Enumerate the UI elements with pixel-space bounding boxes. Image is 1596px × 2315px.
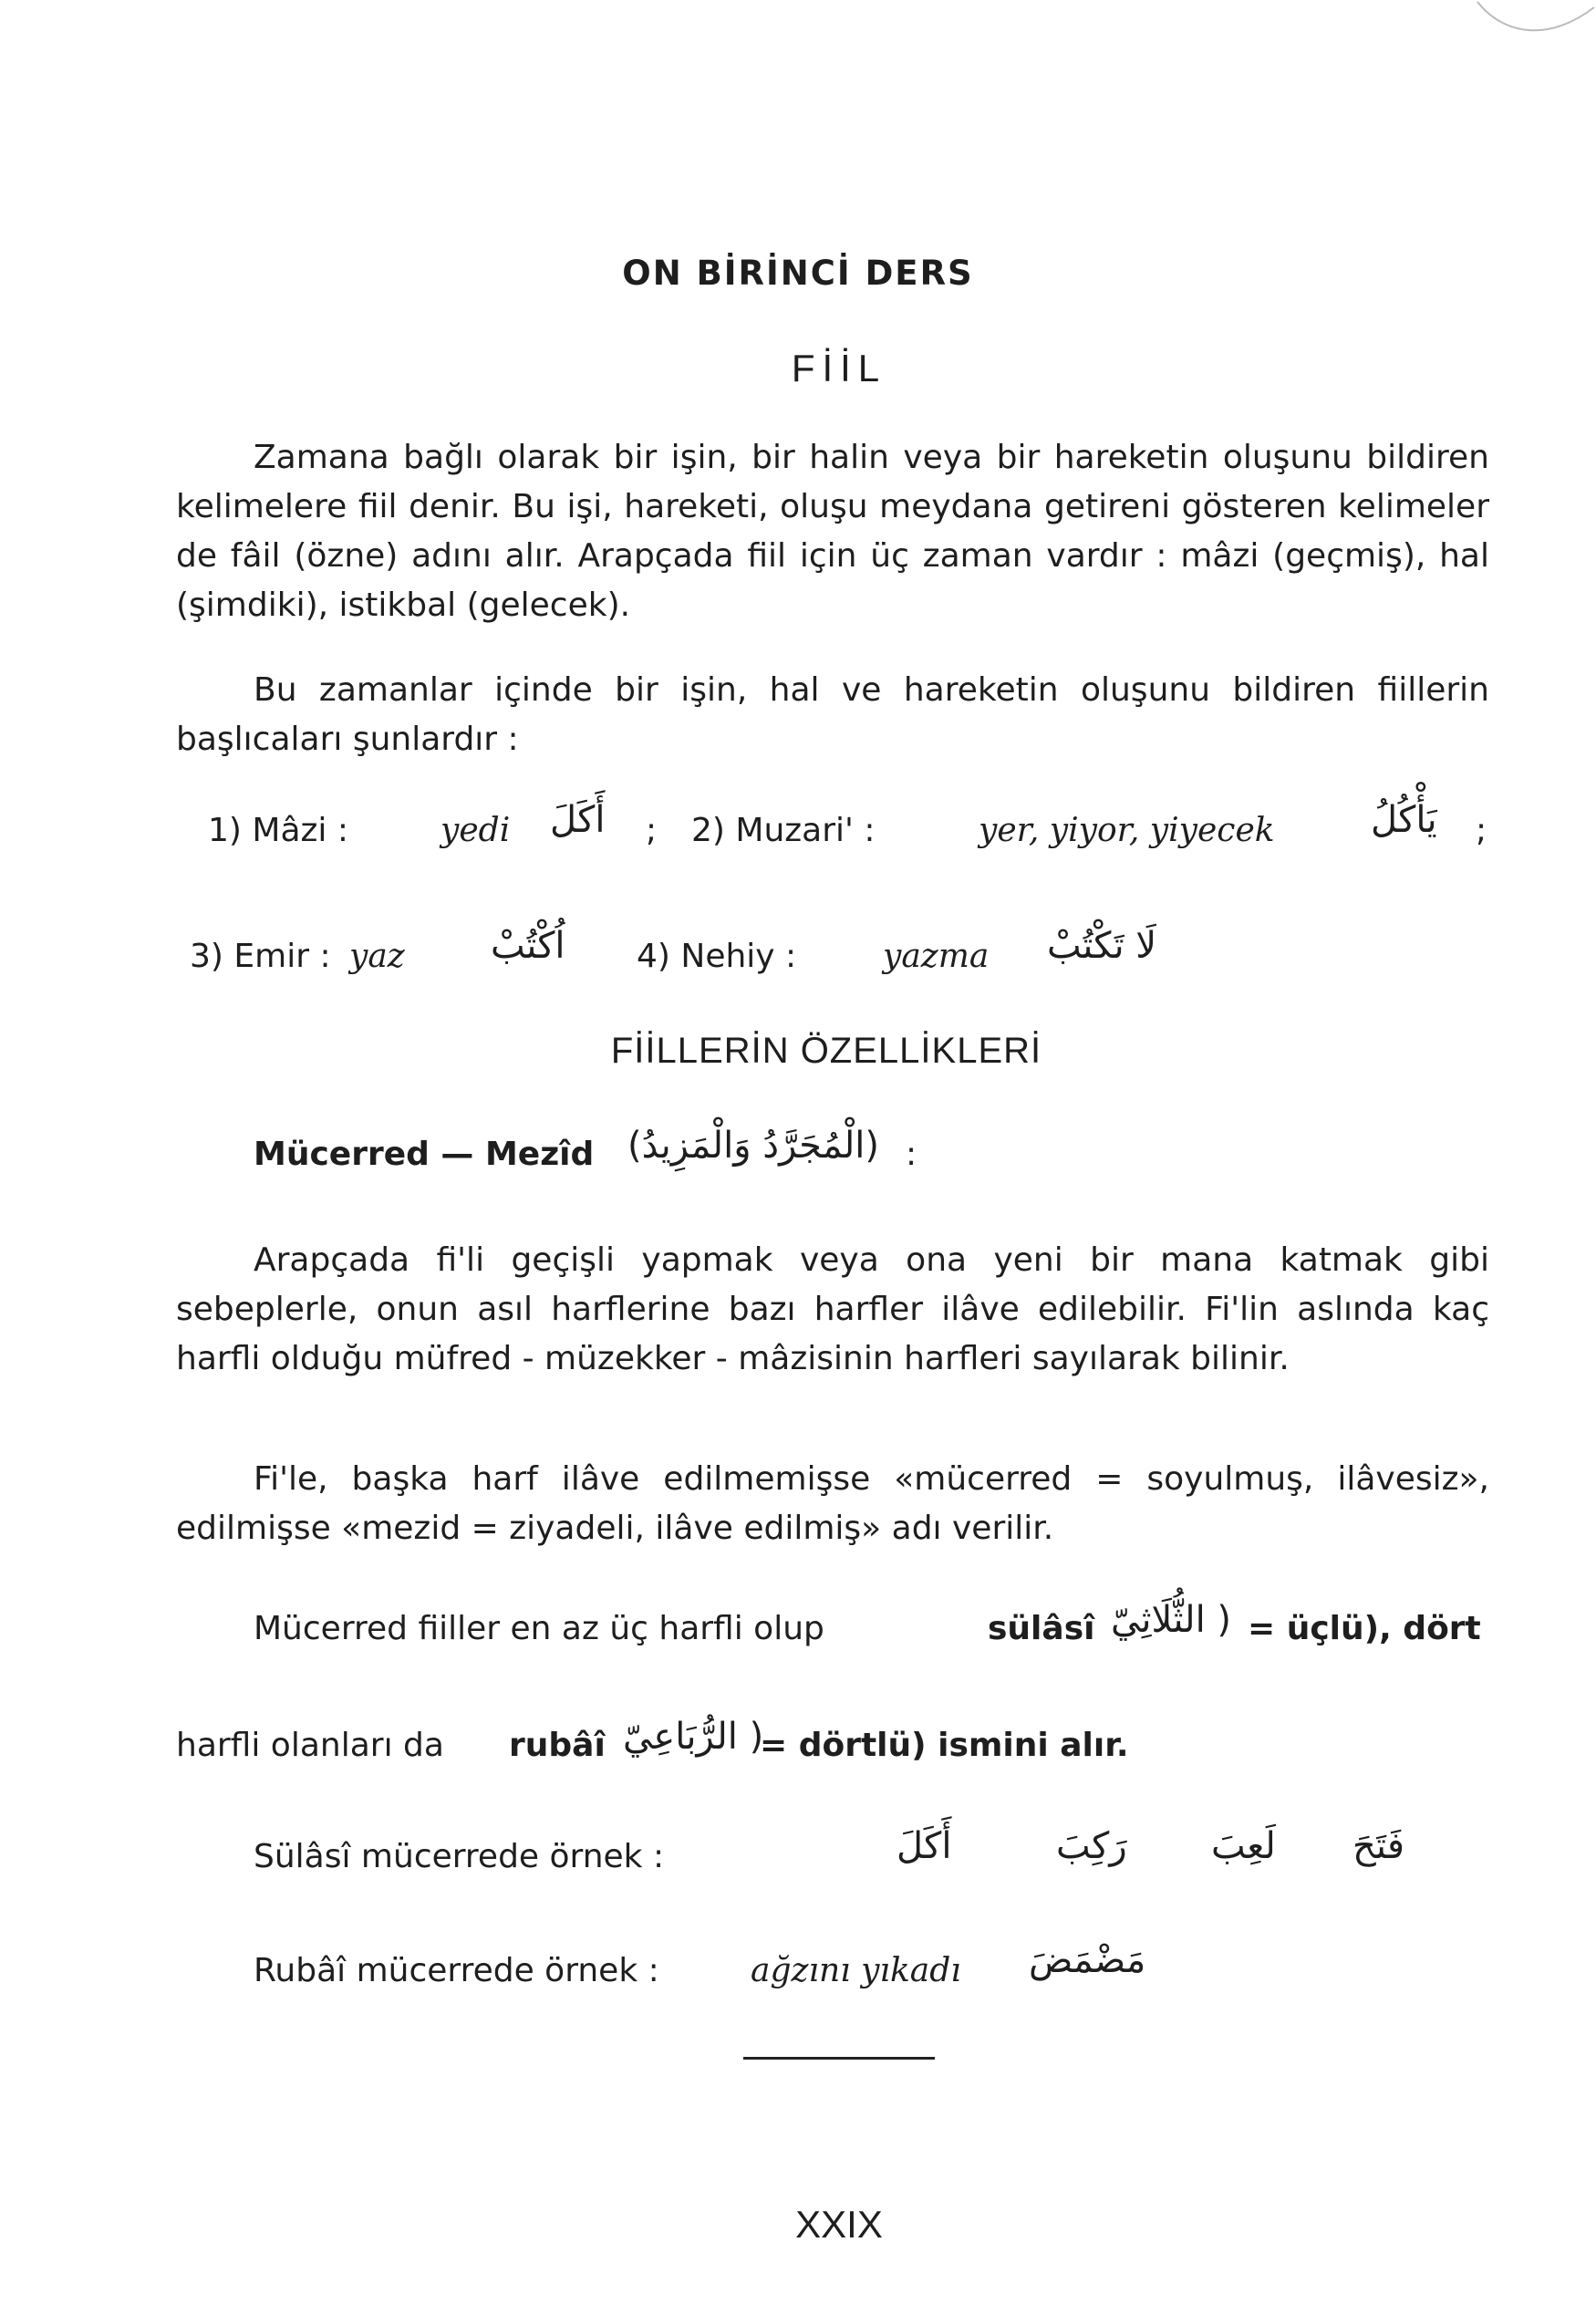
subsection-colon: :: [906, 1136, 917, 1173]
rubai-line: [176, 1716, 1489, 1781]
sulasi-example-word: فَتَحَ: [1352, 1825, 1405, 1867]
separator: ;: [646, 812, 658, 849]
tense-row-1: [176, 799, 1489, 867]
paragraph-4: Fi'le, başka harf ilâve edilmemişse «mücerred = soyulmuş, ilâvesiz», edilmişse «mezid = ziyadeli, ilâve edilmiş» adı verilir.: [176, 1460, 1489, 1547]
rubai-term: rubâî: [509, 1727, 606, 1764]
emir-arabic: اُكْتُبْ: [491, 925, 565, 967]
intro-paragraph-2: Bu zamanlar içinde bir işin, hal ve hareketin oluşunu bildiren fiillerin başlıcaları şunlardır :: [176, 671, 1489, 758]
chapter-title: FİİL: [791, 347, 887, 389]
muzari-arabic: يَأْكُلُ: [1371, 799, 1437, 841]
sulasi-text: Mücerred fiiller en az üç harfli olup: [254, 1610, 824, 1647]
sulasi-arabic: ( الثُّلَاثِيّ: [1111, 1599, 1232, 1641]
muzari-label: 2) Muzari' :: [691, 812, 876, 849]
sulasi-meaning: = üçlü), dört: [1248, 1610, 1481, 1647]
sulasi-line: [176, 1599, 1489, 1665]
page-corner-mark: [1468, 0, 1596, 55]
sulasi-example-label: Sülâsî mücerrede örnek :: [254, 1838, 665, 1875]
rubai-example-meaning: ağzını yıkadı: [751, 1952, 961, 1989]
page-number: XXIX: [795, 2203, 883, 2246]
intro-paragraph-1: Zamana bağlı olarak bir işin, bir halin veya bir hareketin oluşunu bildiren kelimelere fiil denir. Bu işi, hareketi, oluşu meydana getireni gösteren kelimeler de fâil (özne) adını alır. Arapçada fiil için üç zaman vardır : mâzi (geçmiş), hal (şimdiki), istikbal (gelecek).: [176, 439, 1489, 624]
sulasi-example-word: أَكَلَ: [896, 1825, 952, 1867]
section-heading: FİİLLERİN ÖZELLİKLERİ: [610, 1031, 1042, 1071]
emir-meaning: yaz: [349, 938, 405, 975]
mazi-meaning: yedi: [440, 812, 511, 849]
subsection-arabic: (الْمُجَرَّدُ وَالْمَزِيدُ): [627, 1125, 879, 1167]
mazi-label: 1) Mâzi :: [208, 812, 348, 849]
sulasi-example-word: رَكِبَ: [1056, 1825, 1127, 1867]
rubai-text: harfli olanları da: [176, 1727, 444, 1764]
tense-row-2: [176, 925, 1489, 992]
rubai-meaning: = dörtlü) ismini alır.: [760, 1727, 1129, 1764]
rubai-example-label: Rubâî mücerrede örnek :: [254, 1952, 659, 1989]
subsection-label: Mücerred — Mezîd: [254, 1136, 595, 1173]
emir-label: 3) Emir :: [190, 938, 331, 975]
subsection-heading: [176, 1125, 1489, 1190]
sulasi-term: sülâsî: [988, 1610, 1095, 1647]
sulasi-example-word: لَعِبَ: [1211, 1825, 1276, 1867]
muzari-meaning: yer, yiyor, yiyecek: [979, 812, 1275, 849]
lesson-heading: ON BİRİNCİ DERS: [622, 254, 974, 293]
nehiy-arabic: لَا تَكْتُبْ: [1047, 925, 1157, 967]
rubai-example-arabic: مَضْمَضَ: [1029, 1939, 1146, 1981]
separator: ;: [1476, 812, 1487, 849]
rubai-arabic: ( الرُّبَاعِيّ: [623, 1716, 764, 1758]
sulasi-example-line: [176, 1825, 1489, 1893]
nehiy-meaning: yazma: [883, 938, 990, 975]
nehiy-label: 4) Nehiy :: [637, 938, 797, 975]
divider-rule: [743, 2057, 935, 2060]
rubai-example-line: [176, 1939, 1489, 2007]
mazi-arabic: أَكَلَ: [550, 799, 606, 841]
paragraph-3: Arapçada fi'li geçişli yapmak veya ona yeni bir mana katmak gibi sebeplerle, onun asıl harflerine bazı harfler ilâve edilebilir. Fi'lin aslında kaç harfli olduğu müfred - müzekker - mâzisinin harfleri sayılarak bilinir.: [176, 1241, 1489, 1377]
